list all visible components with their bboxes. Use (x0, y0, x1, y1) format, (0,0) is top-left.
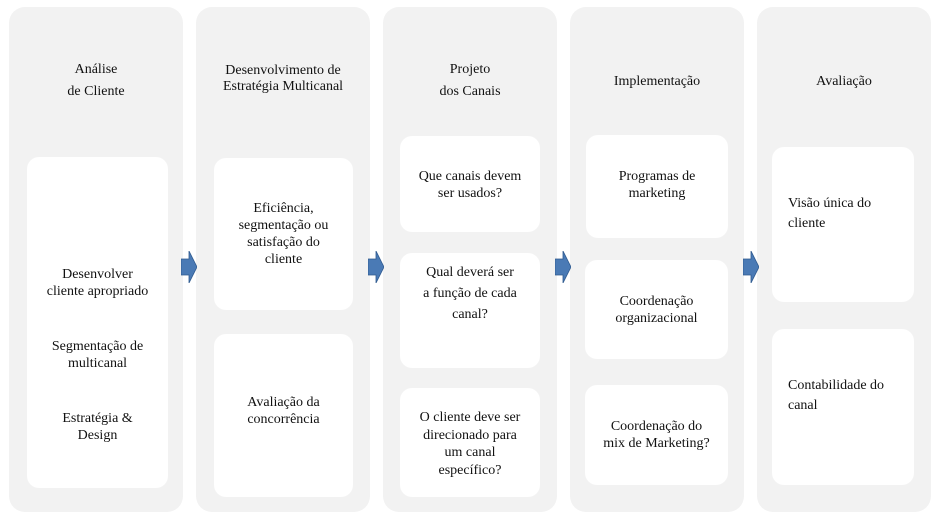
stage-card (400, 136, 540, 232)
card-text: Eficiência, segmentação ou satisfação do cliente (238, 201, 329, 267)
stage-implementation (570, 7, 744, 512)
stage-multichannel-strategy (196, 7, 370, 512)
arrow-right-icon (743, 251, 759, 283)
stage-card (586, 135, 728, 238)
stage-channel-design (383, 7, 557, 512)
stage-title: Análise de Cliente (67, 62, 125, 99)
stage-title: Avaliação (816, 74, 872, 89)
stage-title: Projeto dos Canais (439, 62, 501, 99)
arrow-right-icon (181, 251, 197, 283)
card-item: Desenvolver cliente apropriado (46, 267, 149, 299)
arrow-right-icon (368, 251, 384, 283)
stage-card (772, 329, 914, 485)
stage-card (27, 157, 168, 488)
stage-card (214, 158, 353, 310)
stage-card (214, 334, 353, 497)
card-text: Coordenação do mix de Marketing? (603, 419, 710, 451)
card-text: Avaliação da concorrência (247, 395, 320, 427)
card-item: Segmentação de multicanal (51, 339, 144, 371)
stage-customer-analysis (9, 7, 183, 512)
stage-card (400, 253, 540, 368)
card-text: Que canais devem ser usados? (418, 169, 522, 201)
stage-card (400, 388, 540, 497)
stage-title: Desenvolvimento de Estratégia Multicanal (222, 63, 344, 94)
card-text: Qual deverá ser a função de cada canal? (423, 265, 517, 322)
card-text: Coordenação organizacional (615, 294, 698, 326)
stage-card (585, 260, 728, 359)
stage-title: Implementação (613, 74, 701, 89)
card-item: Estratégia & Design (62, 411, 133, 443)
card-text: Visão única do cliente (788, 196, 872, 231)
arrow-right-icon (555, 251, 571, 283)
card-text (33, 250, 162, 482)
stage-evaluation (757, 7, 931, 512)
card-text: O cliente deve ser direcionado para um canal específico? (419, 410, 521, 478)
stage-card (585, 385, 728, 485)
card-text: Contabilidade do canal (788, 378, 885, 413)
card-text: Programas de marketing (618, 169, 696, 201)
stage-card (772, 147, 914, 302)
